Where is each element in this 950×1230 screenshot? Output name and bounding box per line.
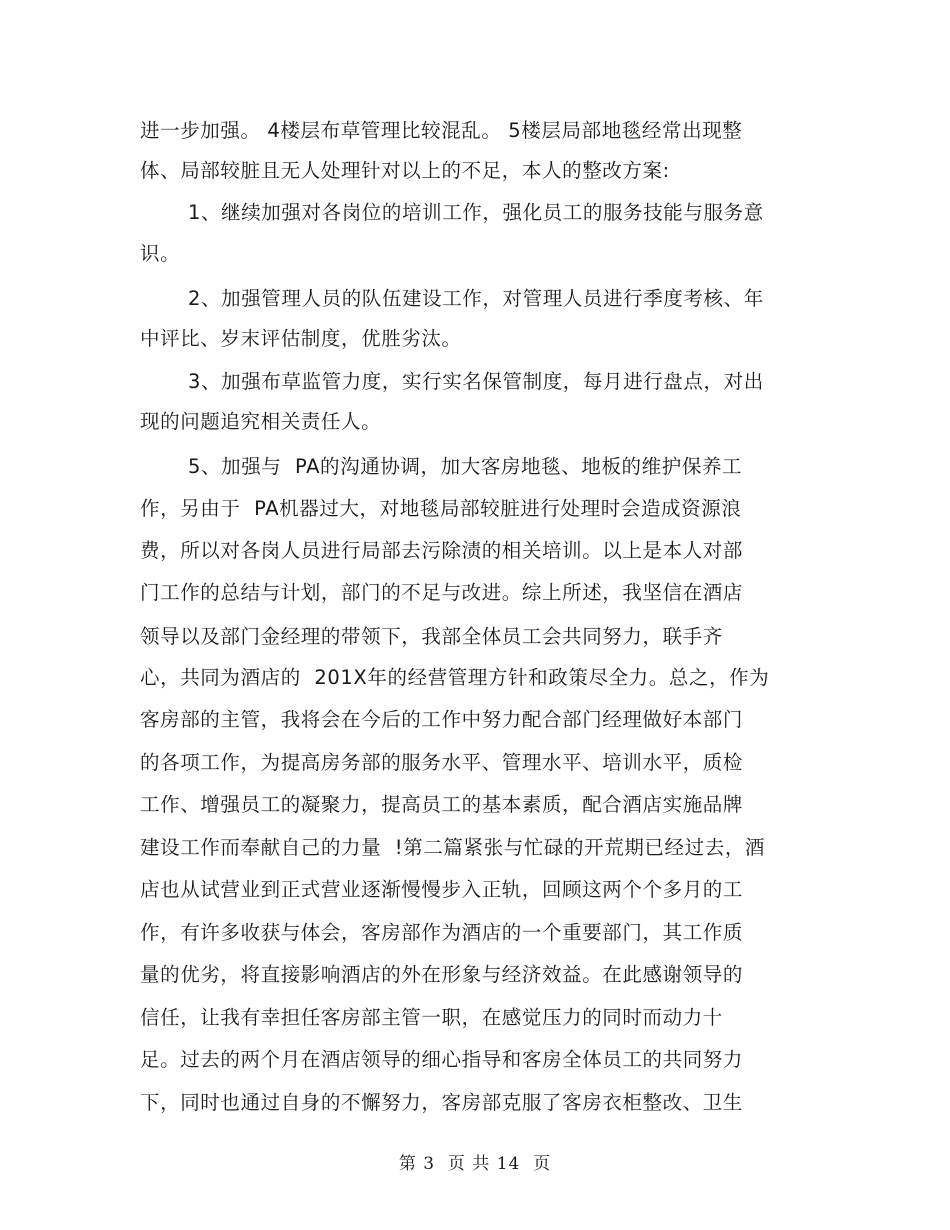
body-text-line: 领导以及部门金经理的带领下，我部全体员工会共同努力，联手齐: [140, 625, 723, 648]
body-text-line: 量的优劣，将直接影响酒店的外在形象与经济效益。在此感谢领导的: [140, 963, 744, 986]
body-text-line: 现的问题追究相关责任人。: [140, 410, 382, 433]
body-text-line: 作，另由于 PA机器过大，对地毯局部较脏进行处理时会造成资源浪: [140, 497, 742, 520]
body-text-line: 3、加强布草监管力度，实行实名保管制度，每月进行盘点，对出: [188, 370, 764, 393]
body-text-line: 体、局部较脏且无人处理针对以上的不足，本人的整改方案:: [140, 159, 670, 182]
body-text-line: 2、加强管理人员的队伍建设工作，对管理人员进行季度考核、年: [188, 287, 764, 310]
body-text-line: 建设工作而奉献自己的力量 !第二篇紧张与忙碌的开荒期已经过去，酒: [140, 836, 766, 859]
body-text-line: 客房部的主管，我将会在今后的工作中努力配合部门经理做好本部门: [140, 708, 744, 731]
body-text-line: 识。: [140, 242, 181, 265]
body-text-line: 下，同时也通过自身的不懈努力，客房部克服了客房衣柜整改、卫生: [140, 1091, 744, 1114]
body-text-line: 5、加强与 PA的沟通协调，加大客房地毯、地板的维护保养工: [188, 455, 743, 478]
body-text-line: 心，共同为酒店的 201X年的经营管理方针和政策尽全力。总之，作为: [140, 666, 770, 689]
body-text-line: 1、继续加强对各岗位的培训工作，强化员工的服务技能与服务意: [188, 201, 764, 224]
body-text-line: 作，有许多收获与体会，客房部作为酒店的一个重要部门，其工作质: [140, 921, 744, 944]
body-text-line: 工作、增强员工的凝聚力，提高员工的基本素质，配合酒店实施品牌: [140, 793, 744, 816]
body-text-line: 进一步加强。 4楼层布草管理比较混乱。 5楼层局部地毯经常出现整: [140, 119, 743, 142]
body-text-line: 店也从试营业到正式营业逐渐慢慢步入正轨，回顾这两个个多月的工: [140, 878, 744, 901]
page-number-footer: 第 3 页 共 14 页: [398, 1154, 552, 1174]
body-text-line: 中评比、岁末评估制度，优胜劣汰。: [140, 327, 462, 350]
body-text-line: 的各项工作，为提高房务部的服务水平、管理水平、培训水平，质检: [140, 751, 744, 774]
body-text-line: 费，所以对各岗人员进行局部去污除渍的相关培训。以上是本人对部: [140, 539, 744, 562]
body-text-line: 信任，让我有幸担任客房部主管一职，在感觉压力的同时而动力十: [140, 1006, 723, 1029]
body-text-line: 足。过去的两个月在酒店领导的细心指导和客房全体员工的共同努力: [140, 1048, 744, 1071]
body-text-line: 门工作的总结与计划，部门的不足与改进。综上所述，我坚信在酒店: [140, 581, 744, 604]
